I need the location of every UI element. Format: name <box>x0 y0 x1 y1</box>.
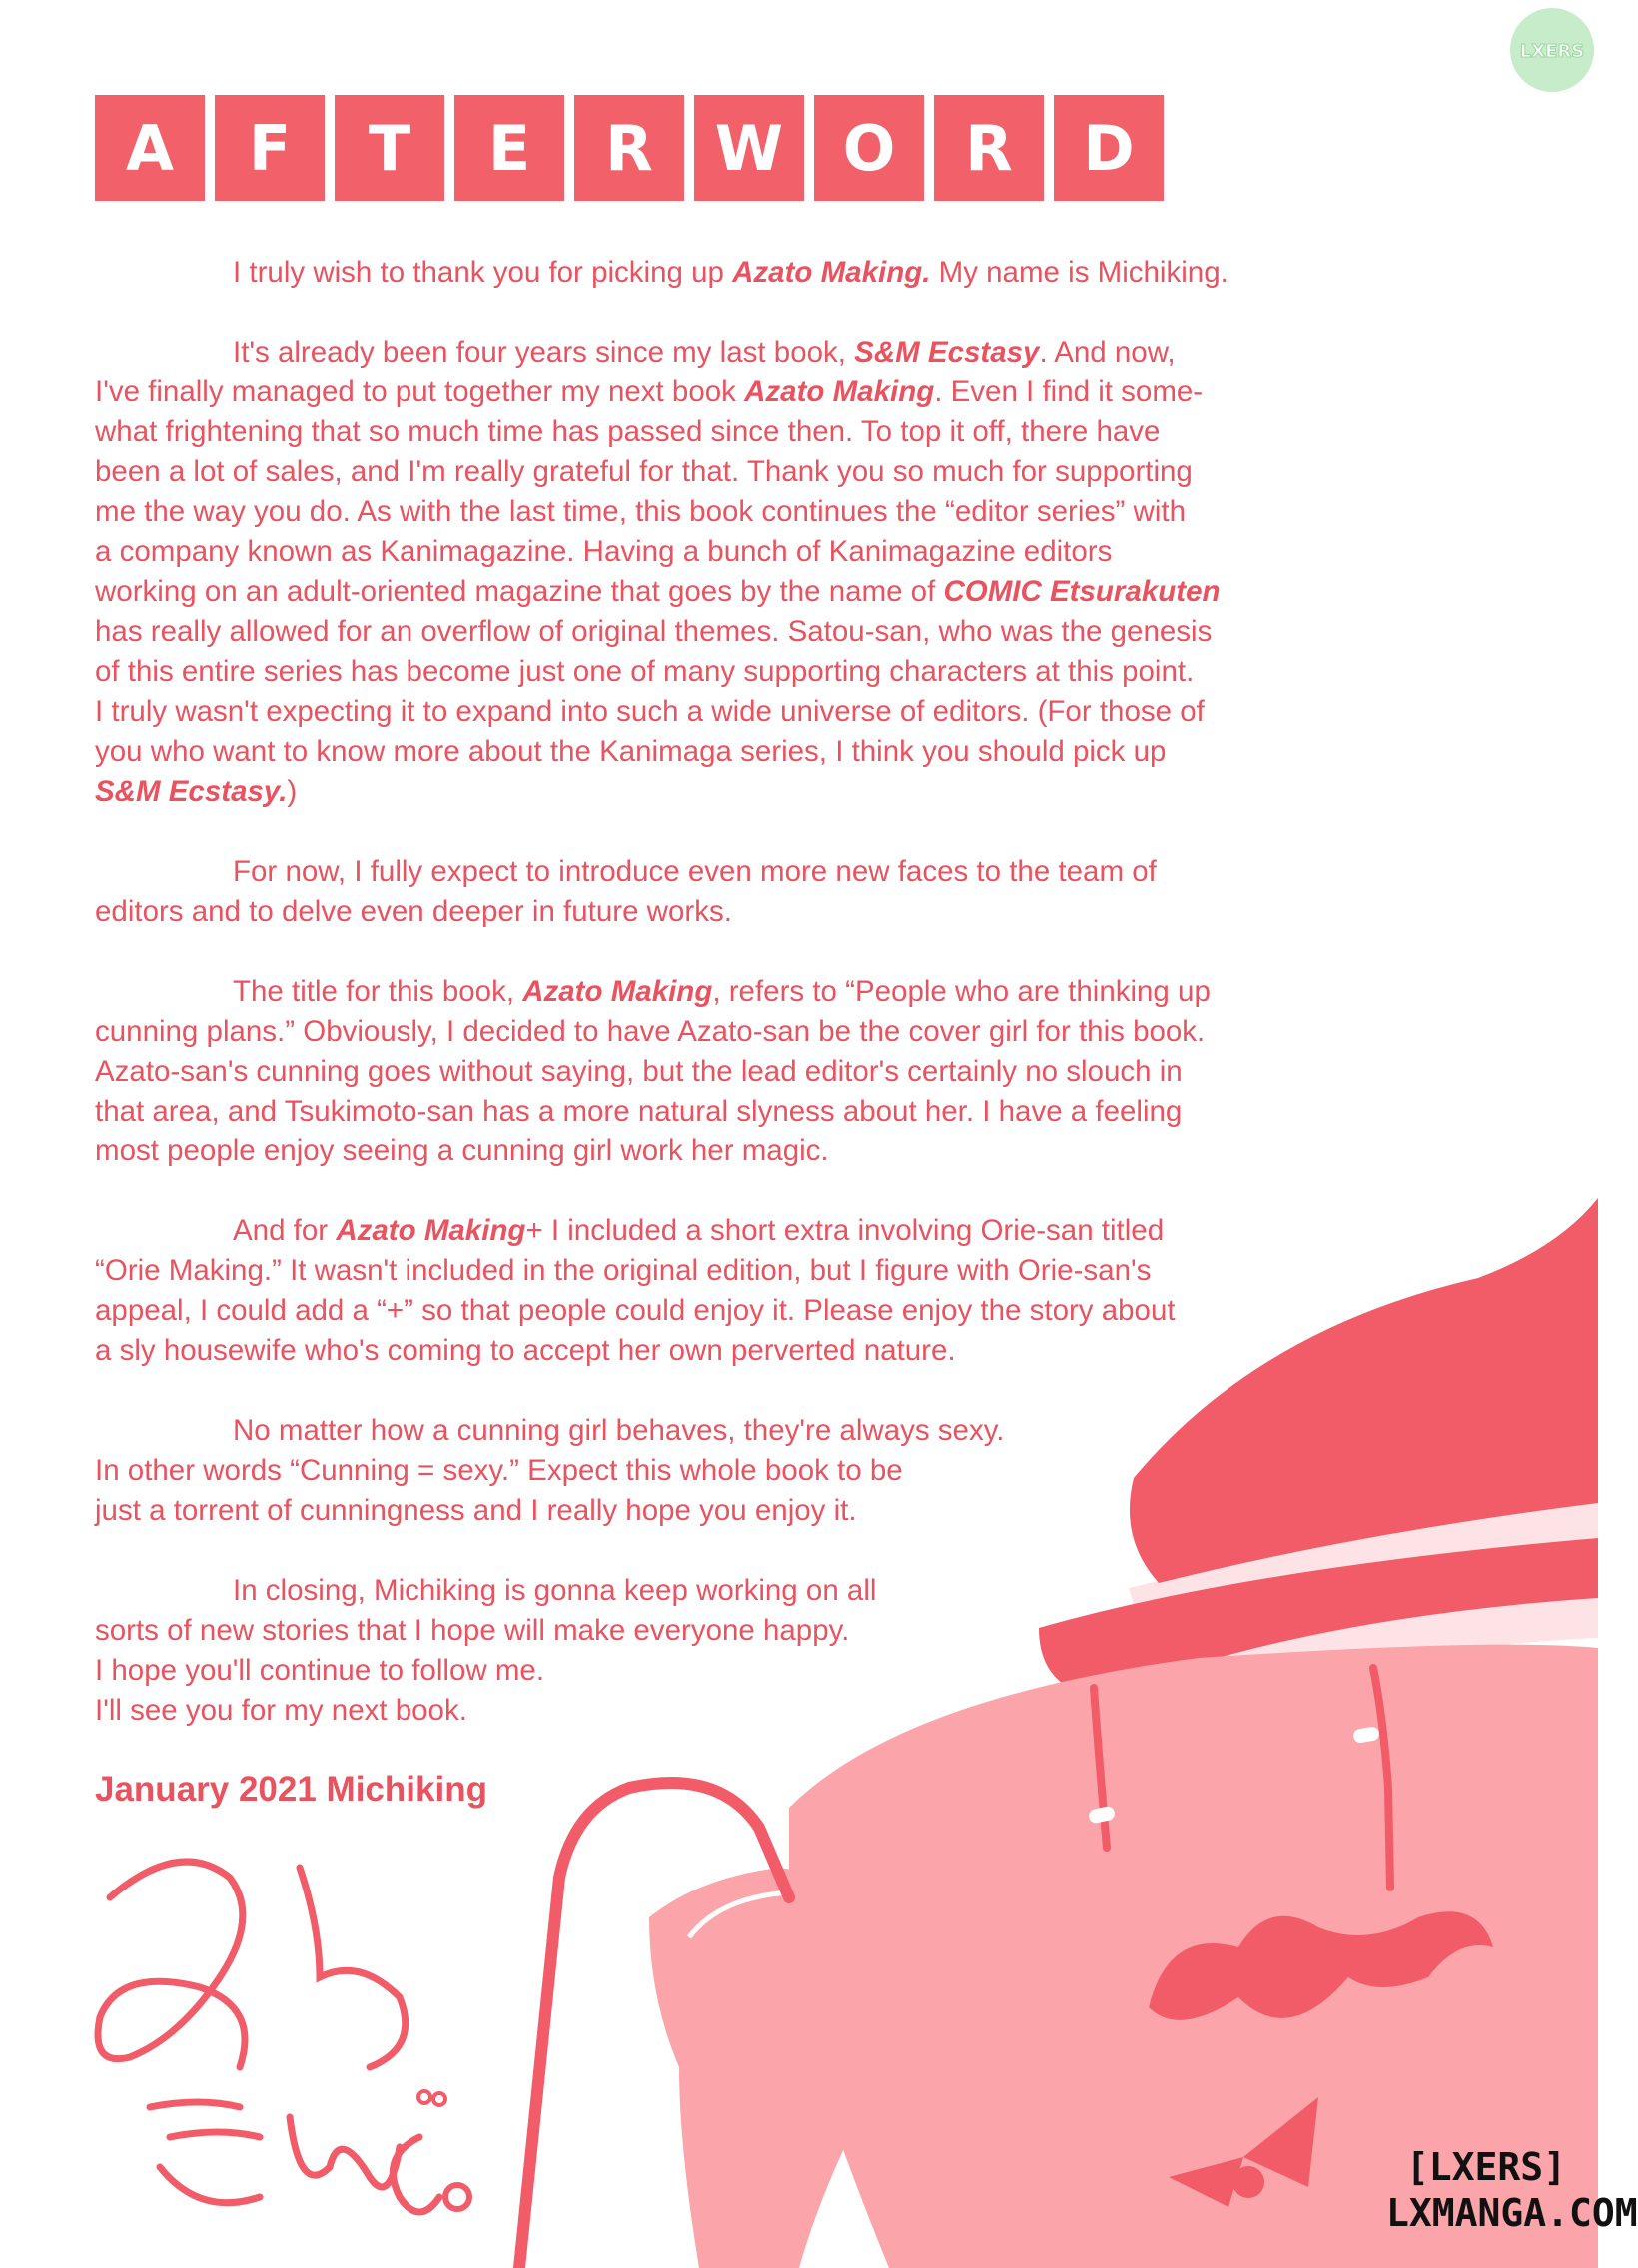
text-segment: The title for this book, <box>233 975 523 1008</box>
title-letter-tile: T <box>335 95 444 201</box>
text-line <box>95 412 1333 452</box>
text-line <box>95 892 1333 932</box>
text-segment: a sly housewife who's coming to accept her own perverted nature. <box>95 1334 956 1367</box>
text-line <box>95 1451 1333 1491</box>
paragraph <box>95 852 1333 932</box>
text-line <box>95 1132 1333 1171</box>
text-segment: . Even I find it some- <box>934 376 1204 408</box>
text-line <box>95 772 1333 812</box>
text-segment: I truly wish to thank you for picking up <box>233 256 733 289</box>
text-line <box>95 1291 1333 1331</box>
text-line <box>95 1331 1333 1371</box>
text-segment: ) <box>287 775 298 808</box>
text-line <box>95 1052 1333 1092</box>
title-letter-tile: D <box>1054 95 1164 201</box>
text-line <box>95 692 1333 732</box>
book-title-emphasis: Azato Making. <box>732 256 931 289</box>
text-line <box>95 1411 1333 1451</box>
text-line <box>95 612 1333 652</box>
text-segment: me the way you do. As with the last time, this book continues the “editor series” with <box>95 495 1187 528</box>
text-segment: I hope you'll continue to follow me. <box>95 1654 545 1687</box>
text-segment: Azato-san's cunning goes without saying, but the lead editor's certainly no slouch in <box>95 1055 1183 1088</box>
book-title-emphasis: S&M Ecstasy <box>854 336 1040 369</box>
lxers-logo <box>1510 8 1594 92</box>
text-segment: editors and to delve even deeper in future works. <box>95 895 732 928</box>
text-line <box>95 1092 1333 1132</box>
text-segment: working on an adult-oriented magazine that goes by the name of <box>95 575 944 608</box>
title-letter-tile: A <box>95 95 205 201</box>
text-segment: . And now, <box>1039 336 1176 369</box>
book-title-emphasis: Azato Making <box>522 975 713 1008</box>
text-line <box>95 972 1333 1012</box>
text-line <box>95 1571 1333 1611</box>
text-line <box>95 1691 1333 1731</box>
book-title-emphasis: S&M Ecstasy. <box>95 775 288 808</box>
text-line <box>95 373 1333 412</box>
afterword-title <box>95 95 1164 201</box>
text-segment: sorts of new stories that I hope will make everyone happy. <box>95 1614 850 1647</box>
text-line <box>95 1651 1333 1691</box>
afterword-body <box>95 253 1333 1771</box>
paragraph <box>95 1211 1333 1371</box>
watermark-line2: LXMANGA.COM <box>1386 2191 1638 2235</box>
text-segment: For now, I fully expect to introduce even more new faces to the team of <box>233 855 1157 888</box>
text-line <box>95 532 1333 572</box>
signoff-date: January 2021 Michiking <box>95 1770 487 1809</box>
watermark-line1: [LXERS] <box>1405 2145 1567 2189</box>
text-line <box>95 333 1333 373</box>
book-title-emphasis: COMIC Etsurakuten <box>943 575 1221 608</box>
text-segment: of this entire series has become just one of many supporting characters at this point. <box>95 655 1195 688</box>
text-line <box>95 452 1333 492</box>
text-line <box>95 1491 1333 1531</box>
title-letter-tile: E <box>454 95 564 201</box>
text-line <box>95 572 1333 612</box>
text-line <box>95 1012 1333 1052</box>
text-segment: most people enjoy seeing a cunning girl work her magic. <box>95 1134 829 1167</box>
title-letter-tile: R <box>574 95 684 201</box>
text-segment: It's already been four years since my last book, <box>233 336 855 369</box>
text-segment: what frightening that so much time has passed since then. To top it off, there have <box>95 415 1161 448</box>
text-segment: a company known as Kanimagazine. Having a bunch of Kanimagazine editors <box>95 535 1113 568</box>
text-segment: appeal, I could add a “+” so that people could enjoy it. Please enjoy the story about <box>95 1294 1176 1327</box>
text-segment: No matter how a cunning girl behaves, they're always sexy. <box>233 1414 1005 1447</box>
text-segment: been a lot of sales, and I'm really grateful for that. Thank you so much for supporting <box>95 455 1193 488</box>
text-line <box>95 1611 1333 1651</box>
text-segment: “Orie Making.” It wasn't included in the original edition, but I figure with Orie-san's <box>95 1254 1152 1287</box>
text-line <box>95 492 1333 532</box>
text-line <box>95 253 1333 293</box>
text-line <box>95 652 1333 692</box>
text-line <box>95 1251 1333 1291</box>
paragraph <box>95 333 1333 812</box>
paragraph <box>95 253 1333 293</box>
paragraph <box>95 972 1333 1171</box>
svg-text:LXERS: LXERS <box>1519 41 1585 62</box>
text-segment: cunning plans.” Obviously, I decided to have Azato-san be the cover girl for this book. <box>95 1015 1206 1048</box>
text-line <box>95 732 1333 772</box>
text-segment: + I included a short extra involving Orie-san titled <box>525 1214 1165 1247</box>
title-letter-tile: W <box>694 95 804 201</box>
text-segment: just a torrent of cunningness and I really hope you enjoy it. <box>95 1494 857 1527</box>
text-segment: In closing, Michiking is gonna keep working on all <box>233 1574 877 1607</box>
paragraph <box>95 1571 1333 1731</box>
book-title-emphasis: Azato Making <box>336 1214 526 1247</box>
title-letter-tile: R <box>934 95 1044 201</box>
text-segment: , refers to “People who are thinking up <box>712 975 1211 1008</box>
text-segment: I've finally managed to put together my next book <box>95 376 745 408</box>
book-title-emphasis: Azato Making <box>744 376 935 408</box>
text-segment: that area, and Tsukimoto-san has a more natural slyness about her. I have a feeling <box>95 1095 1183 1128</box>
watermark <box>1386 2145 1638 2237</box>
text-segment: In other words “Cunning = sexy.” Expect this whole book to be <box>95 1454 903 1487</box>
title-letter-tile: O <box>814 95 924 201</box>
text-segment: you who want to know more about the Kanimaga series, I think you should pick up <box>95 735 1167 768</box>
text-line <box>95 852 1333 892</box>
text-line <box>95 1211 1333 1251</box>
title-letter-tile: F <box>215 95 325 201</box>
text-segment: has really allowed for an overflow of original themes. Satou-san, who was the genesis <box>95 615 1213 648</box>
text-segment: My name is Michiking. <box>930 256 1228 289</box>
paragraph <box>95 1411 1333 1531</box>
lxers-logo-icon <box>1510 8 1594 92</box>
text-segment: I truly wasn't expecting it to expand into such a wide universe of editors. (For those of <box>95 695 1205 728</box>
text-segment: I'll see you for my next book. <box>95 1694 467 1727</box>
text-segment: And for <box>233 1214 337 1247</box>
